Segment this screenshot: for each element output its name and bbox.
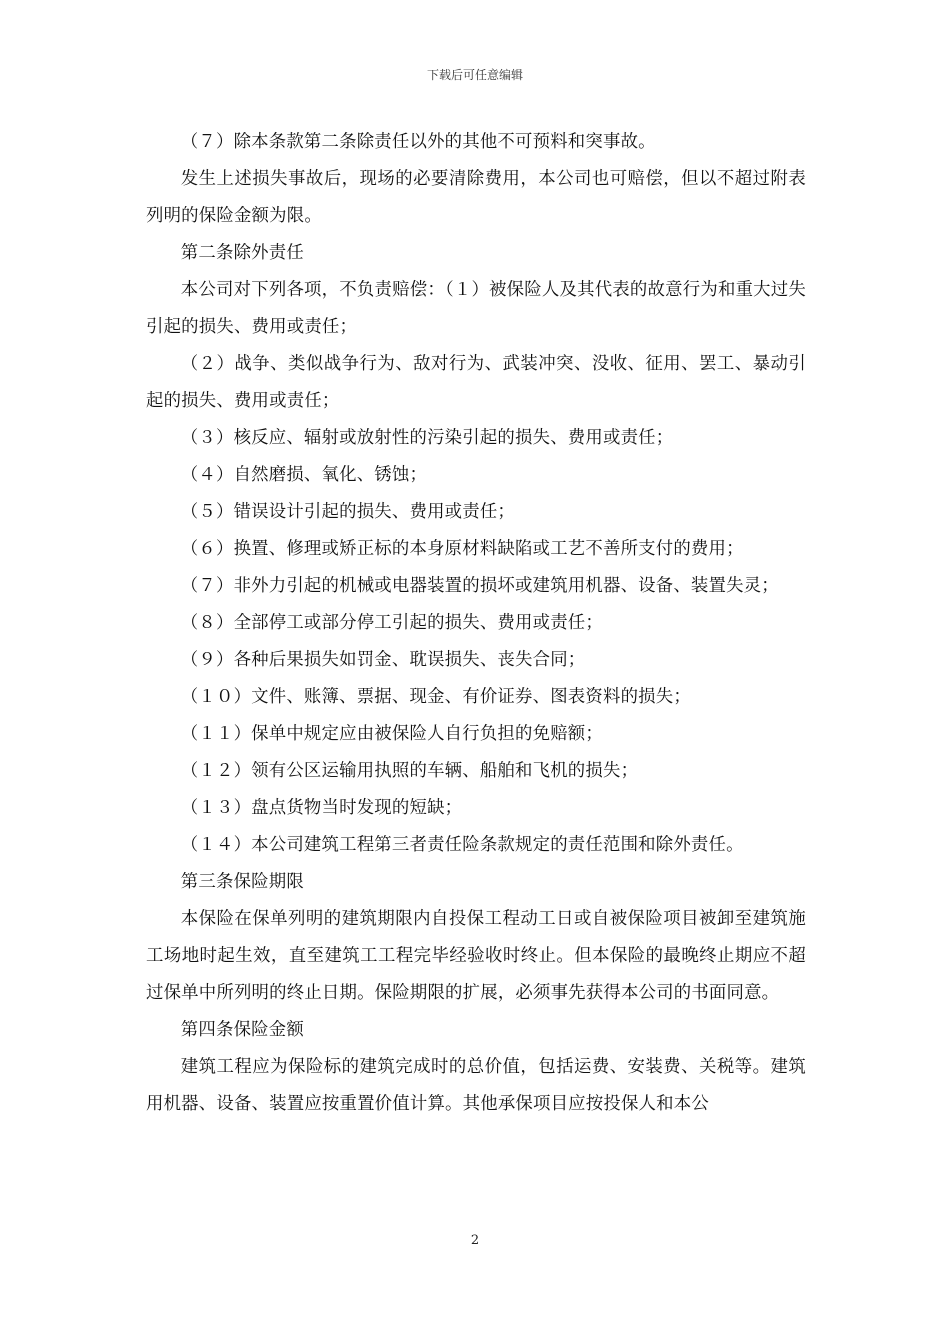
exclusion-item-11: （１１）保单中规定应由被保险人自行负担的免赔额； [180, 724, 603, 744]
exclusion-item-8: （８）全部停工或部分停工引起的损失、费用或责任； [180, 613, 603, 633]
exclusion-item-7: （７）非外力引起的机械或电器装置的损坏或建筑用机器、设备、装置失灵； [180, 576, 779, 596]
exclusion-item-9: （９）各种后果损失如罚金、耽误损失、丧失合同； [180, 650, 586, 670]
page-number: 2 [470, 1233, 480, 1248]
section-heading-insured-amount: 第四条保险金额 [180, 1020, 304, 1040]
section-heading-exclusions: 第二条除外责任 [180, 243, 304, 263]
paragraph-insurance-period: 本保险在保单列明的建筑期限内自投保工程动工日或自被保险项目被卸至建筑施工场地时起生效，直至建筑工工程完毕经验收时终止。但本保险的最晚终止期应不超过保单中所列明的终止日期。保险期限的扩展，必须事先获得本公司的书面同意。 [146, 909, 806, 1003]
exclusion-item-5: （５）错误设计引起的损失、费用或责任； [180, 502, 516, 522]
paragraph-cleanup-costs: 发生上述损失事故后，现场的必要清除费用，本公司也可赔偿，但以不超过附表列明的保险金额为限。 [146, 169, 806, 226]
exclusion-item-2: （２）战争、类似战争行为、敌对行为、武装冲突、没收、征用、罢工、暴动引起的损失、费用或责任； [146, 354, 806, 411]
clause-7-unforeseen-accidents: （７）除本条款第二条除责任以外的其他不可预料和突事故。 [180, 132, 656, 152]
exclusion-item-1: 本公司对下列各项，不负责赔偿：（１）被保险人及其代表的故意行为和重大过失引起的损失、费用或责任； [146, 280, 806, 337]
exclusion-item-14: （１４）本公司建筑工程第三者责任险条款规定的责任范围和除外责任。 [180, 835, 744, 855]
exclusion-item-3: （３）核反应、辐射或放射性的污染引起的损失、费用或责任； [180, 428, 674, 448]
exclusion-item-13: （１３）盘点货物当时发现的短缺； [180, 798, 463, 818]
paragraph-insured-amount: 建筑工程应为保险标的建筑完成时的总价值，包括运费、安装费、关税等。建筑用机器、设备、装置应按重置价值计算。其他承保项目应按投保人和本公 [146, 1057, 806, 1114]
exclusion-item-12: （１２）领有公区运输用执照的车辆、船舶和飞机的损失； [180, 761, 639, 781]
section-heading-insurance-period: 第三条保险期限 [180, 872, 304, 892]
document-body [146, 124, 806, 1123]
exclusion-item-10: （１０）文件、账簿、票据、现金、有价证券、图表资料的损失； [180, 687, 691, 707]
exclusion-item-6: （６）换置、修理或矫正标的本身原材料缺陷或工艺不善所支付的费用； [180, 539, 744, 559]
exclusion-item-4: （４）自然磨损、氧化、锈蚀； [180, 465, 428, 485]
page-header: 下载后可任意编辑 [426, 68, 523, 82]
